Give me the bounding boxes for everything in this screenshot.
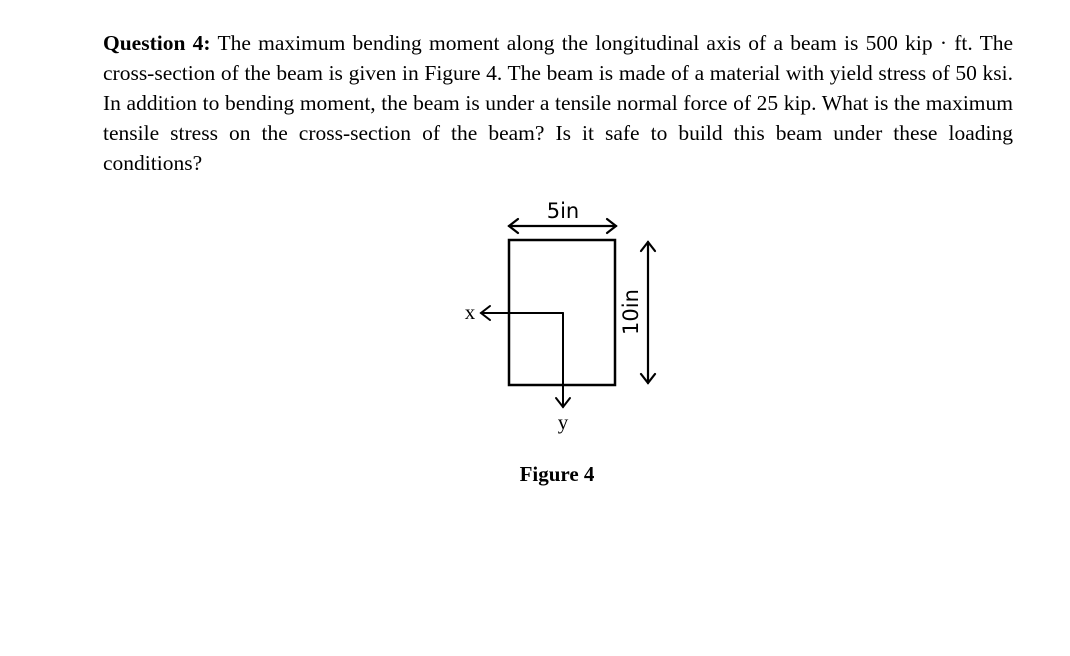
beam-cross-section-figure: [440, 190, 680, 440]
y-axis-label: y: [557, 410, 569, 434]
question-label: Question 4:: [103, 31, 211, 55]
x-axis-arrow: [481, 306, 563, 320]
height-label: 10in: [619, 289, 643, 335]
x-axis-label: x: [464, 300, 476, 324]
question-text: [103, 28, 1013, 178]
height-dimension-arrow: [641, 242, 655, 383]
width-label: 5in: [546, 199, 580, 223]
y-axis-arrow: [556, 313, 570, 407]
figure-caption: Figure 4: [519, 462, 595, 486]
question-body: The maximum bending moment along the longitudinal axis of a beam is 500 kip · ft. The cross-section of the beam is given in Figure 4. The beam is made of a material with yield stress of 50 ksi. In addition to bending moment, the beam is under a tensile normal force of 25 kip. What is the maximum tensile stress on the cross-section of the beam? Is it safe to build this beam under these loading conditions?: [103, 31, 1014, 175]
